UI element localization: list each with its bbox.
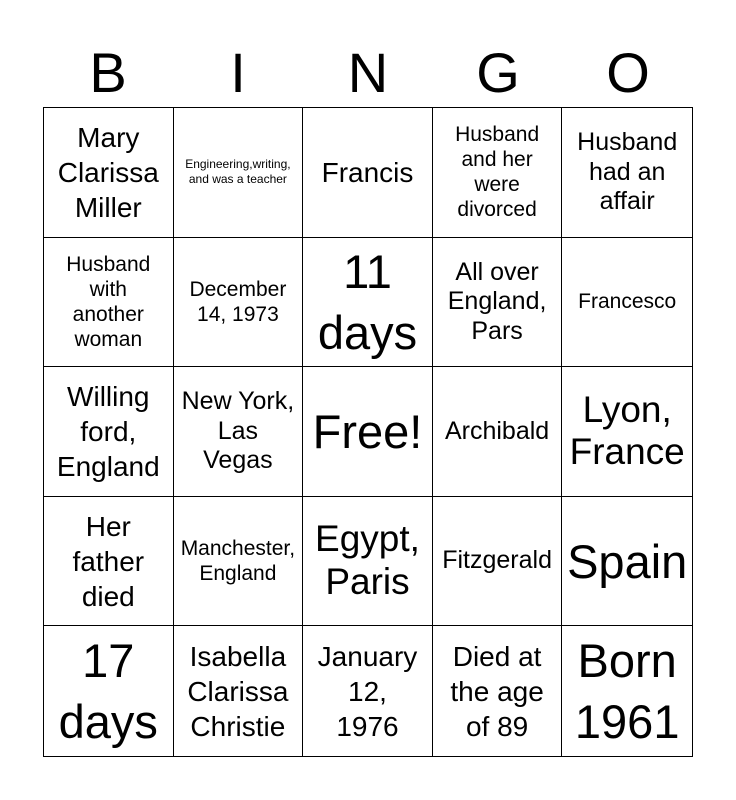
header-letter-i: I	[230, 41, 246, 104]
cell-text: December 14, 1973	[189, 277, 287, 326]
cell-text: Francesco	[578, 290, 677, 314]
bingo-cell[interactable]	[174, 367, 304, 497]
bingo-card	[43, 107, 693, 757]
bingo-cell[interactable]	[174, 108, 304, 238]
bingo-cell[interactable]	[44, 626, 174, 756]
cell-text: 11 days	[317, 244, 418, 359]
bingo-cell[interactable]	[433, 497, 563, 627]
bingo-cell[interactable]	[562, 367, 692, 497]
cell-text: Her father died	[72, 510, 145, 612]
cell-text: Husband and her were divorced	[455, 122, 540, 222]
bingo-cell[interactable]	[562, 626, 692, 756]
cell-text: Died at the age of 89	[450, 640, 544, 742]
bingo-cell[interactable]	[433, 108, 563, 238]
cell-text: Manchester, England	[180, 536, 296, 586]
bingo-header	[43, 38, 693, 108]
header-letter-o: O	[606, 41, 650, 104]
cell-text: New York, Las Vegas	[181, 387, 295, 475]
cell-text: Archibald	[444, 416, 550, 445]
bingo-cell[interactable]	[303, 626, 433, 756]
cell-text: Francis	[321, 156, 414, 188]
bingo-cell[interactable]	[562, 238, 692, 368]
cell-text: Lyon, France	[569, 388, 685, 473]
cell-text: Husband with another woman	[66, 252, 151, 352]
cell-text: Egypt, Paris	[315, 518, 420, 603]
bingo-cell[interactable]	[44, 108, 174, 238]
free-space-label: Free!	[312, 404, 423, 458]
cell-text: Fitzgerald	[442, 546, 552, 575]
bingo-cell[interactable]	[174, 497, 304, 627]
free-space[interactable]	[303, 367, 433, 497]
cell-text: 17 days	[58, 634, 158, 749]
cell-text: January 12, 1976	[317, 640, 418, 742]
cell-text: Mary Clarissa Miller	[57, 121, 159, 223]
bingo-cell[interactable]	[562, 497, 692, 627]
bingo-cell[interactable]	[433, 626, 563, 756]
bingo-cell[interactable]	[303, 497, 433, 627]
bingo-cell[interactable]	[303, 238, 433, 368]
cell-text: Willing ford, England	[56, 380, 160, 482]
cell-text: All over England, Pars	[447, 257, 547, 345]
bingo-cell[interactable]	[44, 238, 174, 368]
bingo-cell[interactable]	[44, 497, 174, 627]
bingo-cell[interactable]	[303, 108, 433, 238]
bingo-cell[interactable]	[433, 367, 563, 497]
cell-text: Spain	[567, 534, 688, 588]
cell-text: Born 1961	[574, 634, 680, 749]
header-letter-g: G	[476, 41, 520, 104]
header-letter-n: N	[347, 41, 389, 104]
cell-text: Engineering,writing, and was a teacher	[185, 157, 291, 187]
bingo-cell[interactable]	[562, 108, 692, 238]
bingo-cell[interactable]	[174, 626, 304, 756]
header-letter-b: B	[89, 41, 127, 104]
cell-text: Husband had an affair	[577, 128, 678, 216]
bingo-cell[interactable]	[174, 238, 304, 368]
cell-text: Isabella Clarissa Christie	[187, 640, 289, 742]
bingo-cell[interactable]	[433, 238, 563, 368]
bingo-cell[interactable]	[44, 367, 174, 497]
